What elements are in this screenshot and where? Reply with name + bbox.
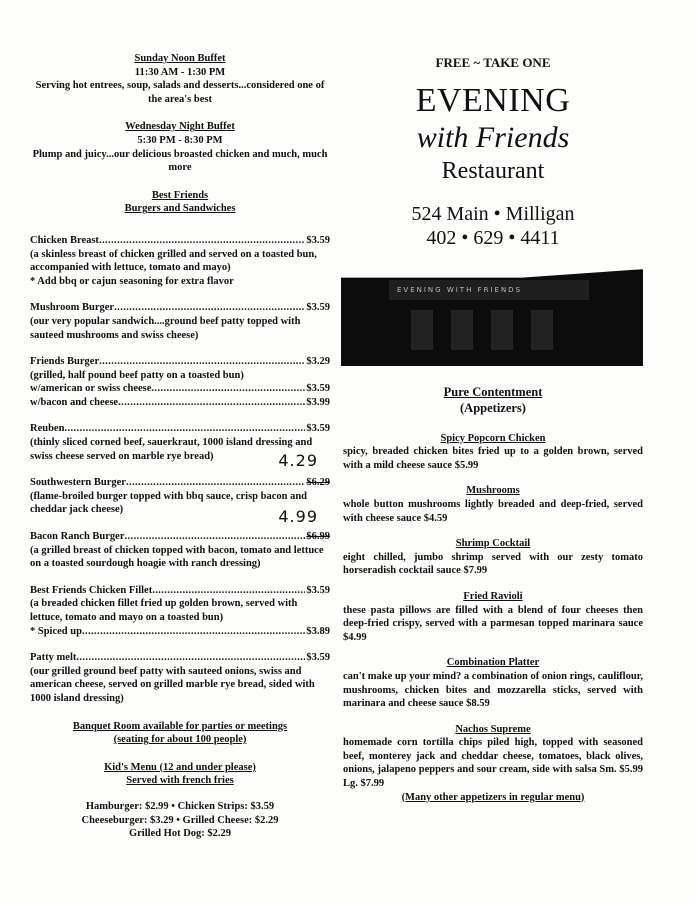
menu-item-bacon-ranch-burger: [30, 507, 330, 571]
item-desc: (a grilled breast of chicken topped with bacon, tomato and lettuce on a toasted sourdough hoagie with ranch dressing): [30, 544, 324, 570]
item-desc: (thinly sliced corned beef, sauerkraut, 1000 island dressing and swiss cheese served on marble rye bread): [30, 437, 313, 462]
item-name: Reuben: [30, 423, 65, 435]
appetizer-title: Fried Ravioli: [463, 590, 523, 602]
item-desc: (a skinless breast of chicken grilled and served on a toasted bun, accompanied with lettuce, tomato and mayo): [30, 248, 317, 274]
banquet-line1: Banquet Room available for parties or meetings: [72, 720, 288, 732]
extra-name: * Spiced up: [30, 625, 82, 637]
appetizer-title: Mushrooms: [466, 485, 520, 497]
item-name: Mushroom Burger: [30, 302, 115, 314]
phone: 402 • 629 • 4411: [426, 226, 560, 249]
menu-item-mushroom-burger: [30, 301, 330, 342]
extra-price: $3.59: [306, 383, 330, 395]
item-price: $6.99: [306, 531, 330, 543]
kids-line4: Cheeseburger: $3.29 • Grilled Cheese: $2.29: [81, 814, 279, 826]
wednesday-buffet-title: Wednesday Night Buffet: [125, 121, 235, 133]
extra-name: w/bacon and cheese: [30, 396, 119, 408]
extra-price: $3.89: [306, 625, 330, 637]
extra-name: w/american or swiss cheese: [30, 383, 152, 395]
kids-line1: Kid's Menu (12 and under please): [104, 761, 256, 773]
storefront-sign: EVENING WITH FRIENDS: [397, 285, 523, 294]
sunday-buffet: [30, 52, 330, 106]
appetizer-desc: can't make up your mind? a combination of onion rings, cauliflour, mushrooms, chicken bites and mozzarella sticks, served with marinara and cheese sauce $8.59: [343, 670, 643, 710]
section-heading: [30, 189, 330, 216]
item-price: $3.59: [306, 423, 330, 435]
appetizers-footer: (Many other appetizers in regular menu): [401, 791, 585, 803]
handwritten-price: 4.99: [278, 507, 318, 527]
appetizer-item: [343, 590, 643, 644]
item-desc: (grilled, half pound beef patty on a toasted bun): [30, 369, 244, 381]
sunday-buffet-title: Sunday Noon Buffet: [134, 53, 226, 64]
item-name: Best Friends Chicken Fillet: [30, 584, 153, 596]
restaurant-name-with-friends: with Friends: [416, 120, 570, 154]
appetizer-title: Combination Platter: [446, 657, 540, 669]
item-price: $3.59: [306, 302, 330, 314]
item-name: Southwestern Burger: [30, 477, 126, 489]
appetizer-desc: homemade corn tortilla chips piled high, topped with seasoned beef, monterey jack and cheddar cheese, tomatoes, black olives, onions, jalapeno peppers and sour cream, side with salsa Sm. $5.99 Lg. $7.99: [343, 737, 643, 790]
item-price: $6.29: [306, 477, 330, 489]
wednesday-buffet: [30, 120, 330, 174]
left-column: [30, 52, 330, 841]
extra-price: $3.99: [306, 396, 330, 408]
kids-line3: Hamburger: $2.99 • Chicken Strips: $3.59: [85, 800, 275, 812]
appetizer-item: [343, 484, 643, 525]
item-desc: (our grilled ground beef patty with sauteed onions, swiss and american cheese, served on grilled marble rye bread, sided with 1000 island dressing): [30, 665, 315, 704]
appetizer-title: Shrimp Cocktail: [455, 538, 531, 550]
item-name: Chicken Breast: [30, 234, 99, 246]
appetizer-desc: spicy, breaded chicken bites fried up to a golden brown, served with a mild cheese sauce $5.99: [343, 446, 643, 471]
item-name: Bacon Ranch Burger: [30, 531, 125, 543]
appetizer-title: Nachos Supreme: [455, 723, 531, 735]
restaurant-name-evening: EVENING: [415, 81, 571, 119]
item-desc: (a breaded chicken fillet fried up golden brown, served with lettuce, tomato and mayo on a toasted bun): [30, 598, 298, 623]
section-heading-line2: Burgers and Sandwiches: [124, 203, 236, 215]
handwritten-price: 4.29: [278, 451, 318, 471]
appetizer-desc: eight chilled, jumbo shrimp served with our zesty tomato horseradish cocktail sauce $7.99: [343, 551, 643, 577]
wednesday-buffet-desc: Plump and juicy...our delicious broasted chicken and much, much more: [32, 148, 328, 174]
appetizer-desc: whole button mushrooms lightly breaded and deep-fried, served with cheese sauce $4.59: [343, 498, 643, 524]
item-desc: (our very popular sandwich....ground beef patty topped with sauteed mushrooms and swiss cheese): [30, 315, 301, 341]
menu-item-chicken-breast: [30, 234, 330, 288]
wednesday-buffet-time: 5:30 PM - 8:30 PM: [137, 134, 223, 146]
kids-line2: Served with french fries: [126, 775, 234, 787]
banquet-room: [30, 720, 330, 747]
sunday-buffet-time: 11:30 AM - 1:30 PM: [134, 66, 226, 78]
item-price: $3.59: [306, 584, 330, 596]
appetizers-heading: [343, 384, 643, 416]
right-column: [343, 52, 643, 804]
appetizer-title: Spicy Popcorn Chicken: [440, 432, 546, 444]
item-price: $3.59: [306, 652, 330, 664]
menu-item-patty-melt: [30, 651, 330, 705]
appetizer-item: [343, 432, 643, 473]
address: 524 Main • Milligan: [411, 202, 575, 225]
item-name: Friends Burger: [30, 356, 100, 368]
storefront-photo: [341, 266, 643, 366]
item-name: Patty melt: [30, 652, 77, 664]
appetizer-desc: these pasta pillows are filled with a blend of four cheeses then deep-fried crispy, served with a parmesan topped marinara sauce $4.99: [343, 604, 643, 643]
kids-menu: [30, 761, 330, 841]
banquet-line2: (seating for about 100 people): [113, 734, 247, 746]
item-note: * Add bbq or cajun seasoning for extra flavor: [30, 275, 234, 287]
item-desc: (flame-broiled burger topped with bbq sauce, crisp bacon and cheddar jack cheese): [30, 490, 308, 516]
restaurant-name-restaurant: Restaurant: [441, 157, 545, 184]
menu-item-friends-burger: [30, 355, 330, 409]
appetizer-item: [343, 656, 643, 710]
item-price: $3.29: [306, 356, 330, 368]
free-take-one: FREE ~ TAKE ONE: [435, 55, 551, 70]
appetizers-heading-line1: Pure Contentment: [443, 384, 543, 399]
item-price: $3.59: [306, 234, 330, 246]
appetizers-heading-line2: (Appetizers): [460, 400, 526, 415]
appetizer-item: [343, 723, 643, 791]
kids-line5: Grilled Hot Dog: $2.29: [128, 828, 232, 840]
section-heading-line1: Best Friends: [151, 189, 209, 201]
sunday-buffet-desc: Serving hot entrees, soup, salads and desserts...considered one of the area's best: [35, 80, 325, 105]
menu-item-chicken-fillet: [30, 584, 330, 638]
appetizer-item: [343, 537, 643, 578]
